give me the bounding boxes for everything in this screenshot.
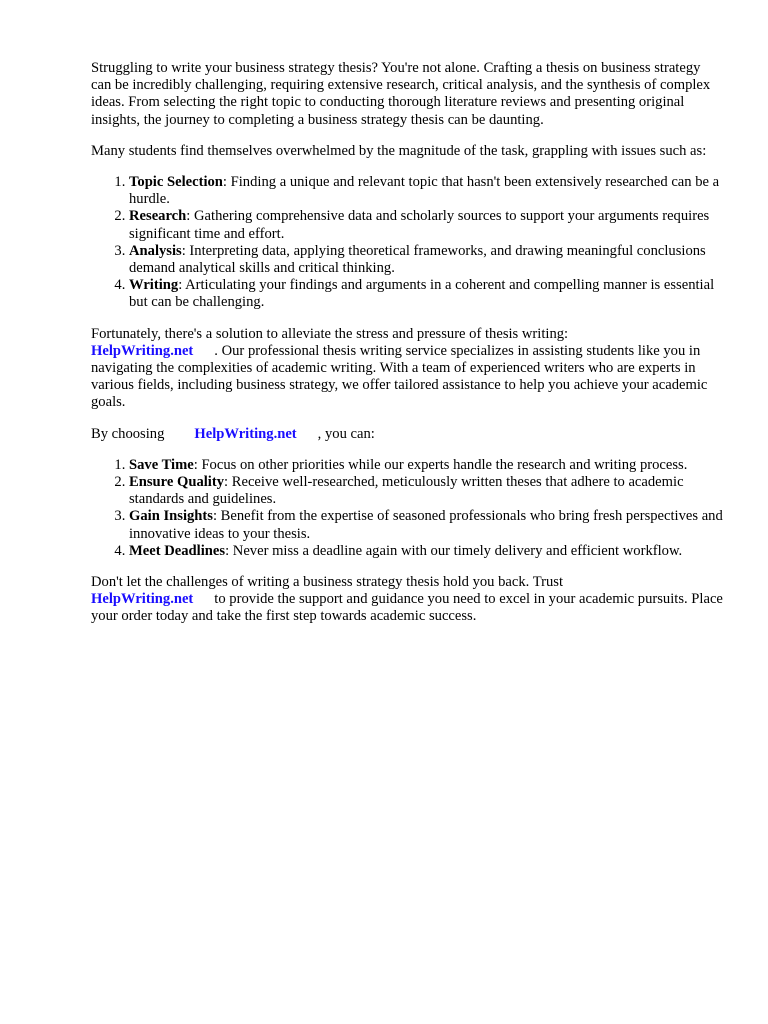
list-item-separator: : — [193, 456, 198, 473]
list-item-text: Never miss a deadline again with our timely delivery and efficient workflow. — [229, 542, 683, 559]
solution-rest: . Our professional thesis writing service specializes in assisting students like you in navigating the complexities of academic writing. With a team of experienced writers who are experts in various fields, including business strategy, we offer tailored assistance to help you achieve your academic goals. — [91, 342, 708, 411]
list-item-text: Articulating your findings and arguments in a coherent and compelling manner is essential but can be challenging. — [129, 277, 715, 311]
helpwriting-link[interactable]: HelpWriting.net — [194, 425, 297, 442]
list-item-term: Meet Deadlines — [129, 542, 226, 559]
list-item-term: Research — [129, 208, 187, 225]
document-page — [91, 60, 723, 640]
closing-lead: Don't let the challenges of writing a business strategy thesis hold you back. Trust — [91, 574, 564, 591]
choosing-lead: By choosing — [91, 425, 165, 442]
list-item — [129, 243, 723, 277]
list-item-separator: : — [225, 542, 230, 559]
list-item-separator: : — [224, 474, 229, 491]
list-item-separator: : — [181, 242, 186, 259]
list-item — [129, 208, 723, 242]
list-item-term: Topic Selection — [129, 174, 223, 191]
list-item-text: Finding a unique and relevant topic that hasn't been extensively researched can be a hurdle. — [129, 174, 720, 208]
choosing-tail: , you can: — [317, 425, 375, 442]
list-item — [129, 474, 723, 508]
list-item-separator: : — [178, 277, 183, 294]
intro-paragraph: Struggling to write your business strategy thesis? You're not alone. Crafting a thesis on business strategy can be incredibly challenging, requiring extensive research, critical analysis, and the synthesis of complex ideas. From selecting the right topic to conducting thorough literature reviews and presenting original insights, the journey to completing a business strategy thesis can be daunting. — [91, 60, 711, 128]
closing-rest: to provide the support and guidance you need to excel in your academic pursuits. Place your order today and take the first step towards academic success. — [91, 591, 723, 625]
solution-paragraph — [91, 326, 723, 412]
list-item-text: Focus on other priorities while our experts handle the research and writing process. — [197, 456, 688, 473]
helpwriting-link[interactable]: HelpWriting.net — [91, 342, 194, 359]
challenges-list — [91, 174, 723, 312]
benefits-list — [91, 457, 723, 560]
list-item-separator: : — [222, 174, 227, 191]
challenges-intro-paragraph: Many students find themselves overwhelmed by the magnitude of the task, grappling with issues such as: — [91, 142, 707, 159]
list-item-text: Gathering comprehensive data and scholarly sources to support your arguments requires significant time and effort. — [129, 208, 710, 242]
list-item — [129, 543, 723, 560]
list-item-term: Ensure Quality — [129, 474, 225, 491]
list-item-separator: : — [212, 508, 218, 525]
list-item-term: Gain Insights — [129, 508, 213, 525]
helpwriting-link[interactable]: HelpWriting.net — [91, 591, 194, 608]
list-item-text: Interpreting data, applying theoretical frameworks, and drawing meaningful conclusions demand analytical skills and critical thinking. — [129, 242, 706, 277]
list-item-term: Analysis — [129, 242, 182, 259]
list-item-term: Writing — [129, 277, 179, 294]
list-item — [129, 174, 723, 208]
choosing-paragraph — [91, 426, 723, 443]
list-item-text: Benefit from the expertise of seasoned professionals who bring fresh perspectives and innovative ideas to your thesis. — [129, 508, 723, 542]
list-item — [129, 508, 723, 542]
list-item-term: Save Time — [129, 456, 194, 473]
list-item — [129, 277, 723, 311]
list-item-separator: : — [186, 208, 191, 225]
list-item — [129, 457, 723, 474]
list-item-text: Receive well-researched, meticulously written theses that adhere to academic standards and guidelines. — [129, 474, 684, 508]
solution-lead: Fortunately, there's a solution to alleviate the stress and pressure of thesis writing: — [91, 325, 569, 342]
closing-paragraph — [91, 574, 723, 626]
